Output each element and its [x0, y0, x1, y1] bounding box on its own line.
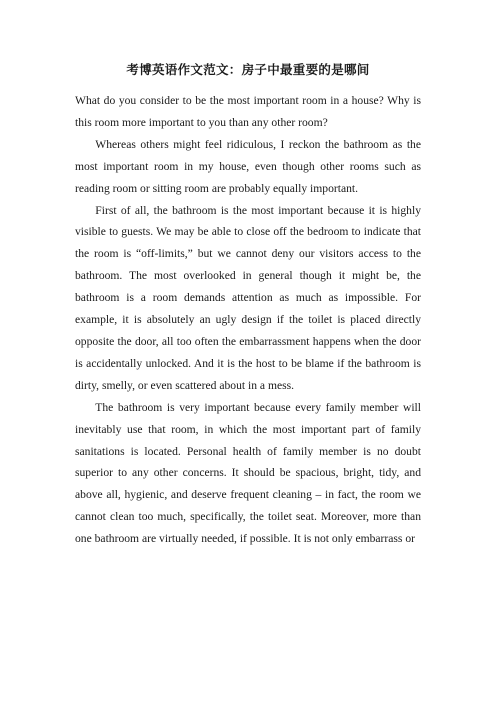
paragraph-first-reason: First of all, the bathroom is the most important because it is highly visible to guests. We may be able to close off the bedroom to indicate that the room is “off-limits,” but we cannot deny our visitors access to the bathroom. The most overlooked in general though it might be, the bathroom is a room demands attention as much as impossible. For example, it is absolutely an ugly design if the toilet is placed directly opposite the door, all too often the embarrassment happens when the door is accidentally unlocked. And it is the host to be blame if the bathroom is dirty, smelly, or even scattered about in a mess. — [75, 203, 421, 392]
essay-prompt: What do you consider to be the most important room in a house? Why is this room more important to you than any other room? — [75, 94, 421, 129]
paragraph-second-reason: The bathroom is very important because every family member will inevitably use that room, in which the most important part of family sanitations is located. Personal health of family member is no doubt superior to any other concerns. It should be spacious, bright, tidy, and above all, hygienic, and deserve frequent cleaning – in fact, the room we cannot clean too much, specifically, the toilet seat. Moreover, more than one bathroom are virtually needed, if possible. It is not only embarrass or — [75, 400, 421, 546]
document-page — [75, 62, 421, 550]
paragraph-intro: Whereas others might feel ridiculous, I reckon the bathroom as the most important room in my house, even though other rooms such as reading room or sitting room are probably equally important. — [75, 137, 421, 195]
document-title: 考博英语作文范文：房子中最重要的是哪间 — [126, 62, 370, 77]
